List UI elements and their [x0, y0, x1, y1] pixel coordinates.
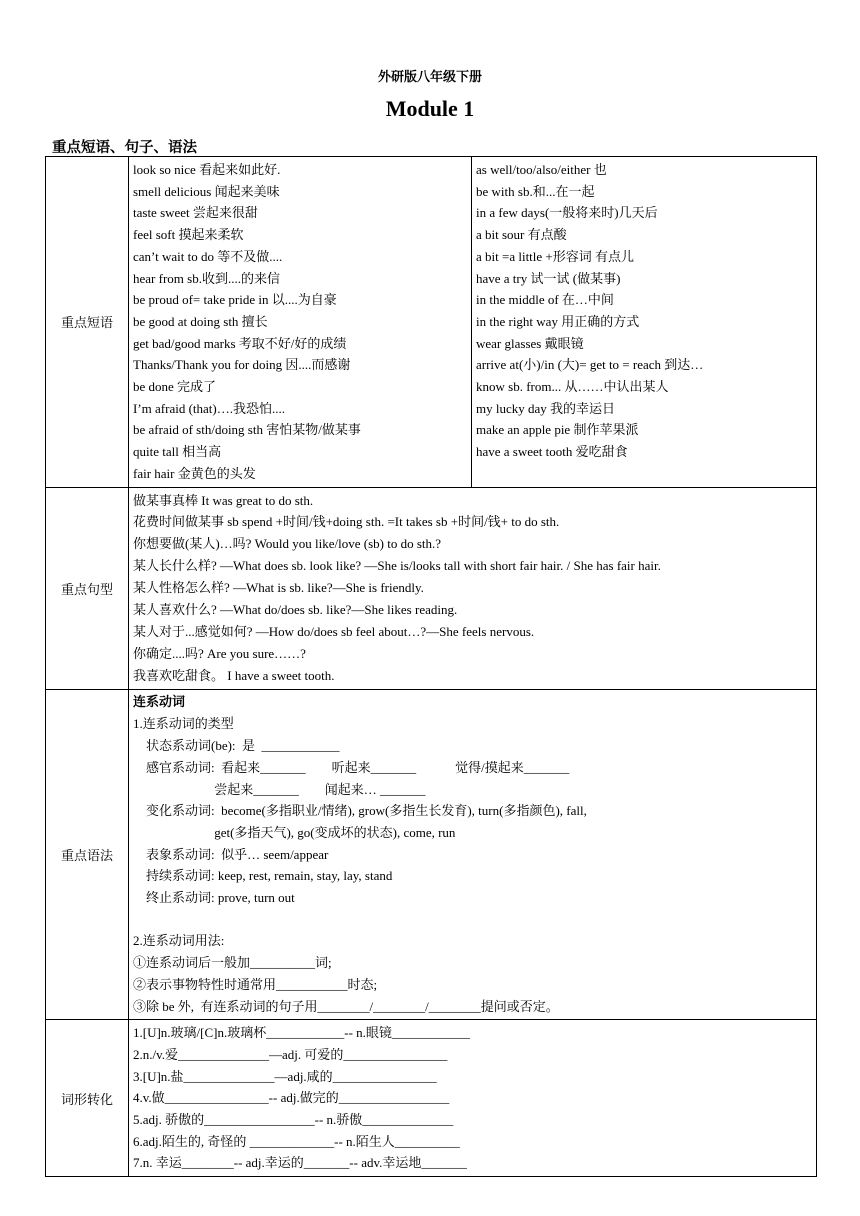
grammar-line: 1.连系动词的类型: [133, 716, 234, 732]
sentence-item: 某人喜欢什么? —What do/does sb. like?—She likes reading.: [133, 602, 458, 618]
phrase-item: be good at doing sth 擅长: [133, 313, 268, 329]
phrase-item: as well/too/also/either 也: [476, 162, 607, 177]
phrase-item: know sb. from... 从……中认出某人: [476, 379, 669, 395]
grammar-row: [46, 689, 817, 1020]
phrase-item: in a few days(一般将来时)几天后: [476, 205, 658, 221]
phrase-item: have a sweet tooth 爱吃甜食: [476, 444, 628, 460]
grammar-list-a: [133, 713, 812, 908]
word-form-item: 7.n. 幸运________-- adj.幸运的_______-- adv.幸运地_______: [133, 1155, 467, 1171]
word-form-item: 4.v.做________________-- adj.做完的_________________: [133, 1090, 450, 1106]
grammar-spacer: [133, 909, 812, 931]
phrase-item: feel soft 摸起来柔软: [133, 227, 244, 243]
phrases-left-list: [133, 159, 467, 485]
phrase-item: fair hair 金黄色的头发: [133, 465, 256, 481]
grammar-line: 终止系动词: prove, turn out: [133, 890, 295, 906]
phrase-item: quite tall 相当高: [133, 444, 222, 460]
phrase-item: look so nice 看起来如此好.: [133, 162, 281, 177]
sentences-label: 重点句型: [46, 487, 129, 689]
phrase-item: make an apple pie 制作苹果派: [476, 422, 639, 438]
grammar-line: 尝起来_______ 闻起来… _______: [133, 781, 426, 797]
grammar-line: ①连系动词后一般加__________词;: [133, 955, 332, 971]
grammar-line: 持续系动词: keep, rest, remain, stay, lay, stand: [133, 868, 393, 884]
document-title: Module 1: [385, 96, 475, 121]
phrase-item: a bit sour 有点酸: [476, 227, 567, 243]
phrase-item: be done 完成了: [133, 379, 217, 395]
phrase-item: hear from sb.收到....的来信: [133, 270, 280, 286]
phrase-item: I’m afraid (that)….我恐怕....: [133, 400, 285, 416]
phrase-item: can’t wait to do 等不及做....: [133, 248, 283, 264]
sentences-row: [46, 487, 817, 689]
grammar-line: 2.连系动词用法:: [133, 933, 225, 949]
phrase-item: get bad/good marks 考取不好/好的成绩: [133, 335, 347, 351]
phrase-item: wear glasses 戴眼镜: [476, 335, 584, 351]
word-form-item: 3.[U]n.盐______________—adj.咸的________________: [133, 1068, 437, 1084]
word-forms-list: [133, 1022, 812, 1174]
word-form-item: 6.adj.陌生的, 奇怪的 _____________-- n.陌生人__________: [133, 1133, 460, 1149]
phrase-item: be afraid of sth/doing sth 害怕某物/做某事: [133, 422, 361, 438]
grammar-list-b: [133, 930, 812, 1017]
sentence-item: 你确定....吗? Are you sure……?: [133, 645, 306, 661]
sentences-list: [133, 490, 812, 687]
sentence-item: 我喜欢吃甜食。 I have a sweet tooth.: [133, 667, 335, 683]
grammar-cell: [129, 689, 817, 1020]
grammar-line: 表象系动词: 似乎… seem/appear: [133, 846, 329, 862]
grammar-label: 重点语法: [46, 689, 129, 1020]
sentence-item: 某人对于...感觉如何? —How do/does sb feel about…?—She feels nervous.: [133, 623, 535, 639]
phrase-item: in the right way 用正确的方式: [476, 313, 640, 329]
grammar-heading: 连系动词: [133, 694, 186, 710]
word-forms-cell: [129, 1020, 817, 1177]
word-form-item: 1.[U]n.玻璃/[C]n.玻璃杯____________-- n.眼镜____________: [133, 1025, 470, 1041]
grammar-line: 感官系动词: 看起来_______ 听起来_______ 觉得/摸起来_______: [133, 759, 570, 775]
phrase-item: taste sweet 尝起来很甜: [133, 205, 258, 221]
phrases-label: 重点短语: [46, 157, 129, 488]
word-forms-label: 词形转化: [46, 1020, 129, 1177]
sentence-item: 某人性格怎么样? —What is sb. like?—She is friendly.: [133, 580, 424, 596]
sentence-item: 做某事真棒 It was great to do sth.: [133, 492, 314, 508]
document-subtitle: 外研版八年级下册: [377, 70, 482, 85]
sentence-item: 你想要做(某人)…吗? Would you like/love (sb) to do sth.?: [133, 536, 442, 552]
phrase-item: be with sb.和...在一起: [476, 183, 595, 199]
phrase-item: have a try 试一试 (做某事): [476, 270, 621, 286]
phrases-left-cell: [129, 157, 472, 488]
phrase-item: arrive at(小)/in (大)= get to = reach 到达…: [476, 357, 704, 373]
phrase-item: in the middle of 在…中间: [476, 292, 614, 308]
phrases-row: [46, 157, 817, 488]
phrases-right-cell: [472, 157, 817, 488]
section-heading: 重点短语、句子、语法: [52, 140, 197, 156]
grammar-line: 变化系动词: become(多指职业/情绪), grow(多指生长发育), turn(多指颜色), fall,: [133, 803, 587, 819]
word-form-item: 2.n./v.爱______________—adj. 可爱的________________: [133, 1046, 448, 1062]
grammar-line: get(多指天气), go(变成坏的状态), come, run: [133, 824, 456, 840]
summary-table: [45, 156, 817, 1177]
sentences-cell: [129, 487, 817, 689]
word-form-item: 5.adj. 骄傲的_________________-- n.骄傲______________: [133, 1112, 454, 1128]
phrase-item: be proud of= take pride in 以....为自豪: [133, 292, 337, 308]
phrase-item: my lucky day 我的幸运日: [476, 400, 616, 416]
phrase-item: a bit =a little +形容词 有点儿: [476, 248, 635, 264]
phrase-item: smell delicious 闻起来美味: [133, 183, 280, 199]
grammar-line: 状态系动词(be): 是 ____________: [133, 738, 340, 754]
word-forms-row: [46, 1020, 817, 1177]
phrases-right-list: [476, 159, 812, 463]
sentence-item: 某人长什么样? —What does sb. look like? —She is/looks tall with short fair hair. / She has fair hair.: [133, 558, 661, 574]
grammar-line: ②表示事物特性时通常用___________时态;: [133, 976, 378, 992]
grammar-line: ③除 be 外, 有连系动词的句子用________/________/________提问或否定。: [133, 998, 559, 1014]
sentence-item: 花费时间做某事 sb spend +时间/钱+doing sth. =It takes sb +时间/钱+ to do sth.: [133, 514, 560, 530]
phrase-item: Thanks/Thank you for doing 因....而感谢: [133, 357, 351, 373]
